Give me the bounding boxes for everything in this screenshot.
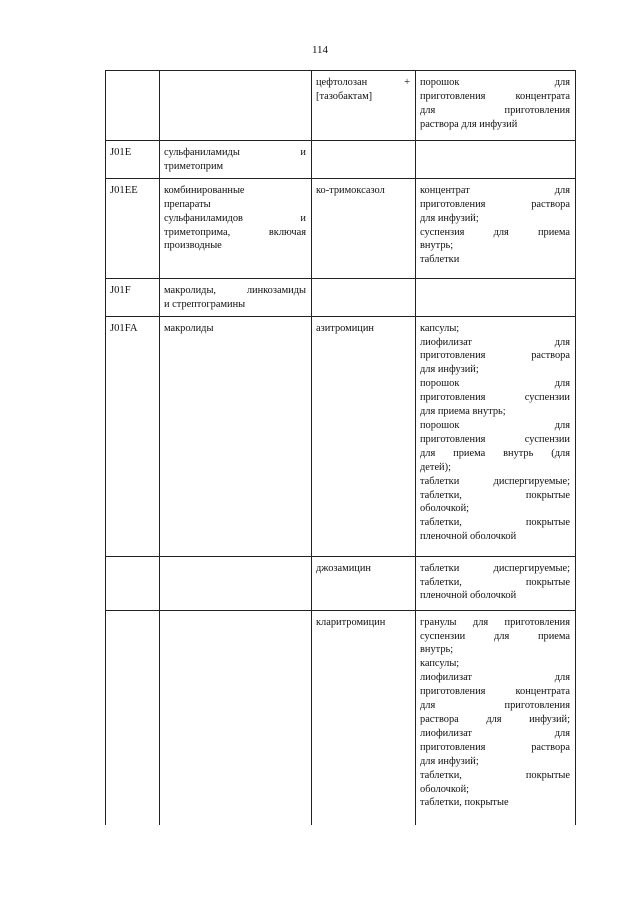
dosage-form-line: таблетки, покрытые [420, 769, 570, 781]
dosage-form-line: приготовления суспензии [420, 433, 570, 445]
group-name-line: триметоприма, включая [164, 226, 306, 238]
table-row [106, 178, 576, 278]
dosage-form-line: порошок для [420, 419, 570, 431]
dosage-form-line: приготовления раствора [420, 350, 570, 362]
dosage-form-line: пленочной оболочкой [420, 590, 517, 602]
group-name-line: макролиды [164, 322, 214, 334]
dosage-form-cell [416, 278, 576, 316]
atc-code: J01E [110, 147, 132, 158]
group-name-cell [160, 556, 312, 610]
atc-code: J01FA [110, 322, 138, 334]
dosage-form-line: таблетки, покрытые [420, 797, 509, 809]
atc-code: J01EE [110, 184, 138, 196]
dosage-form-line: порошок для [420, 77, 570, 88]
atc-code-cell [106, 141, 160, 179]
dosage-form-line: для приема внутрь (для [420, 447, 570, 459]
dosage-form-line: оболочкой; [420, 503, 470, 515]
atc-code-cell [106, 556, 160, 610]
drug-name-line: кларитромицин [316, 616, 386, 628]
table-row [106, 610, 576, 825]
group-name-cell [160, 71, 312, 141]
drug-name-cell [312, 316, 416, 556]
dosage-form-line: раствора для инфузий; [420, 713, 570, 725]
group-name-cell [160, 316, 312, 556]
dosage-form-line: порошок для [420, 378, 570, 390]
dosage-form-line: детей); [420, 461, 451, 473]
dosage-form-line: суспензия для приема [420, 226, 570, 238]
group-name-line: сульфаниламидов и [164, 212, 306, 224]
dosage-form-line: концентрат для [420, 184, 570, 196]
dosage-form-cell [416, 178, 576, 278]
group-name-line: комбинированные [164, 184, 245, 196]
atc-code-cell [106, 278, 160, 316]
atc-code-cell [106, 610, 160, 825]
dosage-form-cell [416, 556, 576, 610]
dosage-form-line: лиофилизат для [420, 336, 570, 348]
dosage-form-line: оболочкой; [420, 783, 470, 795]
group-name-line: производные [164, 240, 222, 252]
dosage-form-line: таблетки диспергируемые; [420, 475, 570, 487]
dosage-form-line: приготовления суспензии [420, 392, 570, 404]
dosage-form-line: таблетки, покрытые [420, 489, 570, 501]
dosage-form-line: лиофилизат для [420, 672, 570, 684]
table-row [106, 71, 576, 141]
group-name-line: триметоприм [164, 160, 224, 172]
table-row [106, 556, 576, 610]
atc-code-cell [106, 316, 160, 556]
dosage-form-line: гранулы для приготовления [420, 616, 570, 628]
drug-table [105, 70, 576, 825]
dosage-form-line: суспензии для приема [420, 630, 570, 642]
dosage-form-line: внутрь; [420, 240, 454, 252]
group-name-line: препараты [164, 198, 211, 210]
group-name-line: макролиды, линкозамиды [164, 284, 306, 296]
dosage-form-line: для инфузий; [420, 755, 479, 767]
drug-name-line: [тазобактам] [316, 90, 373, 102]
dosage-form-line: таблетки, покрытые [420, 576, 570, 588]
drug-name-cell [312, 278, 416, 316]
group-name-line: и стрептограмины [164, 298, 246, 310]
atc-code-cell [106, 71, 160, 141]
dosage-form-line: внутрь; [420, 644, 454, 656]
dosage-form-line: для инфузий; [420, 212, 479, 224]
page-number: 114 [311, 44, 329, 56]
dosage-form-line: раствора для инфузий [420, 118, 518, 130]
group-name-cell [160, 610, 312, 825]
drug-name-cell [312, 556, 416, 610]
dosage-form-line: таблетки [420, 254, 460, 266]
atc-code: J01F [110, 284, 131, 296]
drug-name-cell [312, 71, 416, 141]
dosage-form-cell [416, 141, 576, 179]
dosage-form-cell [416, 610, 576, 825]
dosage-form-line: приготовления раствора [420, 741, 570, 753]
drug-name-cell [312, 178, 416, 278]
dosage-form-line: для инфузий; [420, 364, 479, 376]
dosage-form-line: приготовления концентрата [420, 90, 570, 102]
group-name-line: сульфаниламиды и [164, 147, 306, 158]
atc-code-cell [106, 178, 160, 278]
dosage-form-line: лиофилизат для [420, 727, 570, 739]
drug-name-line: джозамицин [316, 562, 371, 574]
dosage-form-line: для приготовления [420, 104, 570, 116]
dosage-form-cell [416, 316, 576, 556]
dosage-form-line: таблетки диспергируемые; [420, 562, 570, 574]
dosage-form-line: капсулы; [420, 658, 460, 670]
group-name-cell [160, 178, 312, 278]
dosage-form-line: таблетки, покрытые [420, 517, 570, 529]
table-row [106, 141, 576, 179]
dosage-form-line: приготовления концентрата [420, 686, 570, 698]
group-name-cell [160, 278, 312, 316]
dosage-form-line: капсулы; [420, 322, 460, 334]
table-row [106, 278, 576, 316]
drug-name-cell [312, 141, 416, 179]
drug-name-line: азитромицин [316, 322, 374, 334]
dosage-form-line: для приготовления [420, 700, 570, 712]
drug-name-line: ко-тримоксазол [316, 184, 385, 196]
table-row [106, 316, 576, 556]
dosage-form-line: пленочной оболочкой [420, 531, 517, 543]
drug-name-line: цефтолозан + [316, 77, 410, 88]
dosage-form-line: для приема внутрь; [420, 406, 506, 418]
group-name-cell [160, 141, 312, 179]
dosage-form-cell [416, 71, 576, 141]
drug-name-cell [312, 610, 416, 825]
dosage-form-line: приготовления раствора [420, 198, 570, 210]
